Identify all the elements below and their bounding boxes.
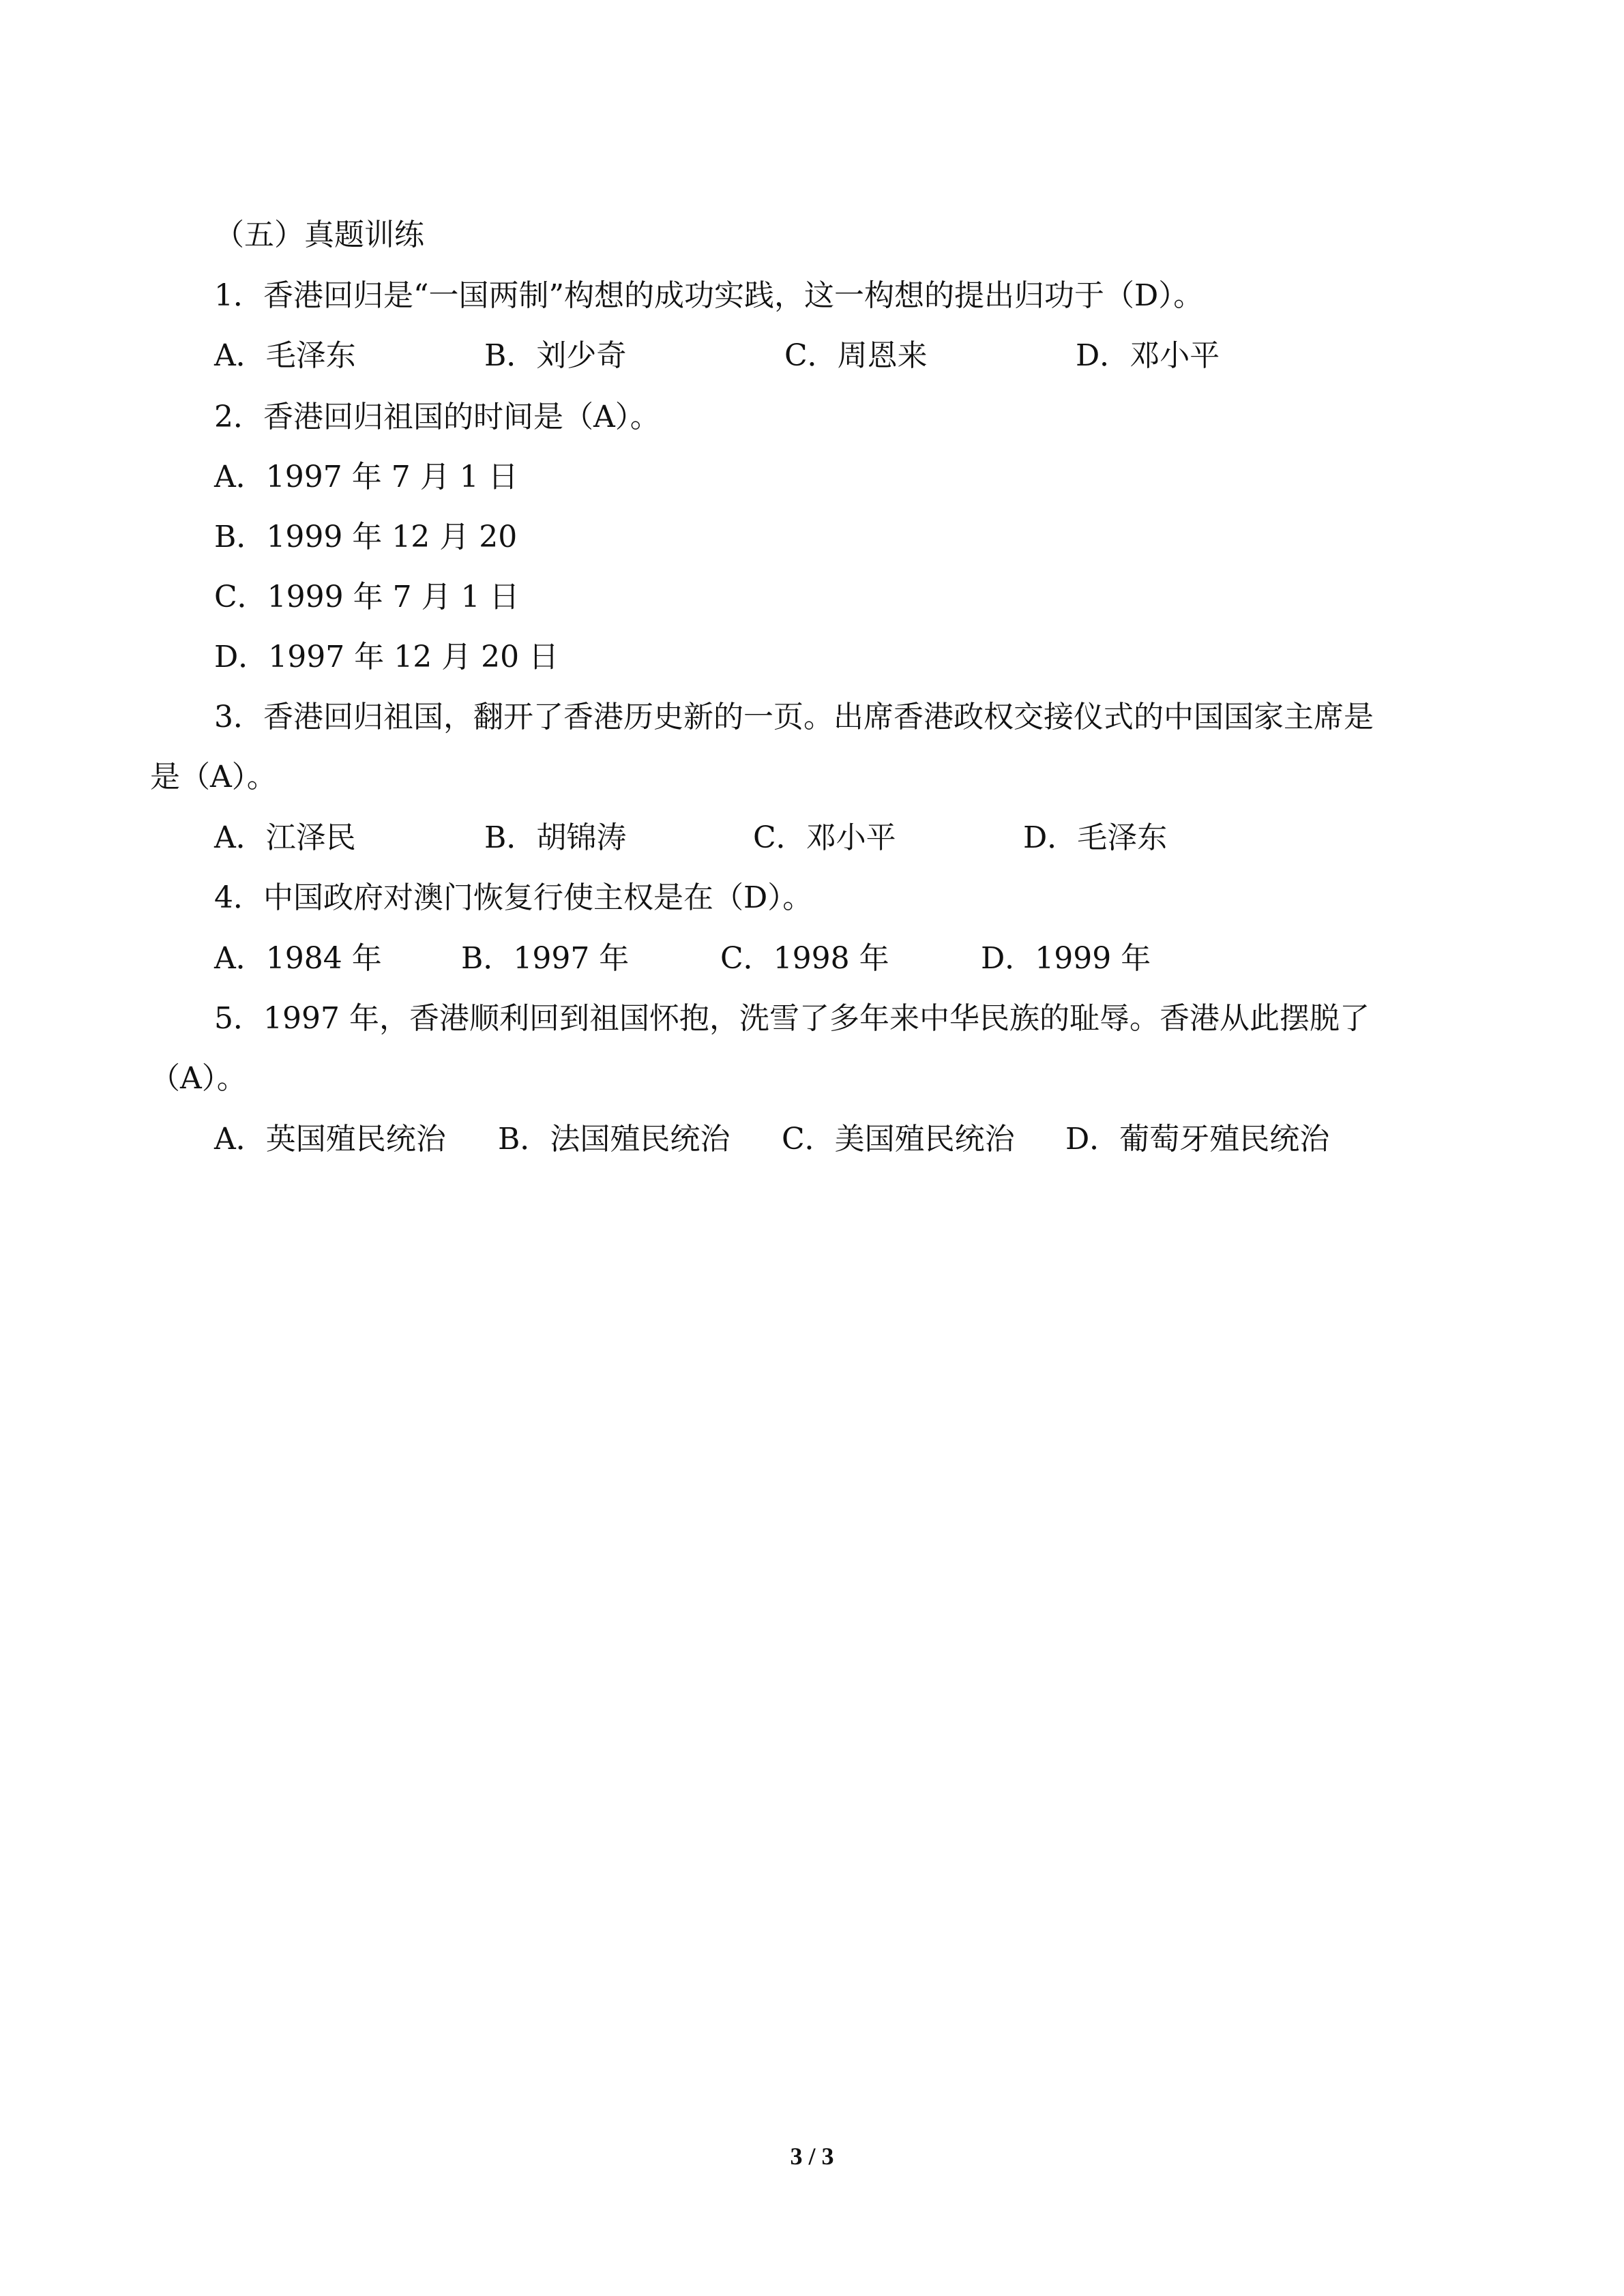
question-1-option-c: C．周恩来 [784, 338, 928, 373]
question-5-option-c: C．美国殖民统治 [782, 1122, 1015, 1157]
question-3-stem: 3．香港回归祖国，翻开了香港历史新的一页。出席香港政权交接仪式的中国国家主席是 [214, 700, 1374, 734]
section-heading: （五）真题训练 [214, 218, 424, 252]
question-2-option-c: C．1999 年 7 月 1 日 [214, 580, 520, 614]
question-3-option-c: C．邓小平 [753, 820, 896, 855]
question-4-option-c: C．1998 年 [720, 941, 889, 976]
question-5-option-b: B．法国殖民统治 [498, 1122, 730, 1157]
question-5-option-a: A．英国殖民统治 [214, 1122, 446, 1157]
question-4-option-a: A．1984 年 [214, 941, 382, 976]
question-5-option-d: D．葡萄牙殖民统治 [1065, 1122, 1330, 1157]
question-5-options [214, 1119, 1374, 1160]
question-4-options [214, 938, 1305, 979]
question-1-option-a: A．毛泽东 [214, 338, 356, 373]
question-2-stem: 2．香港回归祖国的时间是（A）。 [214, 400, 660, 434]
question-1-stem: 1．香港回归是“一国两制”构想的成功实践，这一构想的提出归功于（D）。 [214, 278, 1204, 313]
question-3-stem-continued: 是（A）。 [150, 760, 277, 794]
question-3-options [214, 818, 1305, 859]
question-3-option-b: B．胡锦涛 [484, 820, 627, 855]
question-1-option-b: B．刘少奇 [484, 338, 627, 373]
page-number: 3 / 3 [790, 2143, 834, 2170]
question-5-stem: 5．1997 年，香港顺利回到祖国怀抱，洗雪了多年来中华民族的耻辱。香港从此摆脱了 [214, 1001, 1370, 1036]
question-3-option-a: A．江泽民 [214, 820, 356, 855]
question-2-option-d: D．1997 年 12 月 20 日 [214, 640, 559, 674]
question-2-option-b: B．1999 年 12 月 20 [214, 520, 518, 554]
question-4-stem: 4．中国政府对澳门恢复行使主权是在（D）。 [214, 880, 813, 915]
question-2-option-a: A．1997 年 7 月 1 日 [214, 460, 518, 494]
question-4-option-b: B．1997 年 [461, 941, 630, 976]
question-1-option-d: D．邓小平 [1076, 338, 1220, 373]
question-1-options [214, 336, 1305, 376]
question-4-option-d: D．1999 年 [981, 941, 1151, 976]
question-5-stem-continued: （A）。 [150, 1061, 247, 1096]
question-3-option-d: D．毛泽东 [1023, 820, 1168, 855]
